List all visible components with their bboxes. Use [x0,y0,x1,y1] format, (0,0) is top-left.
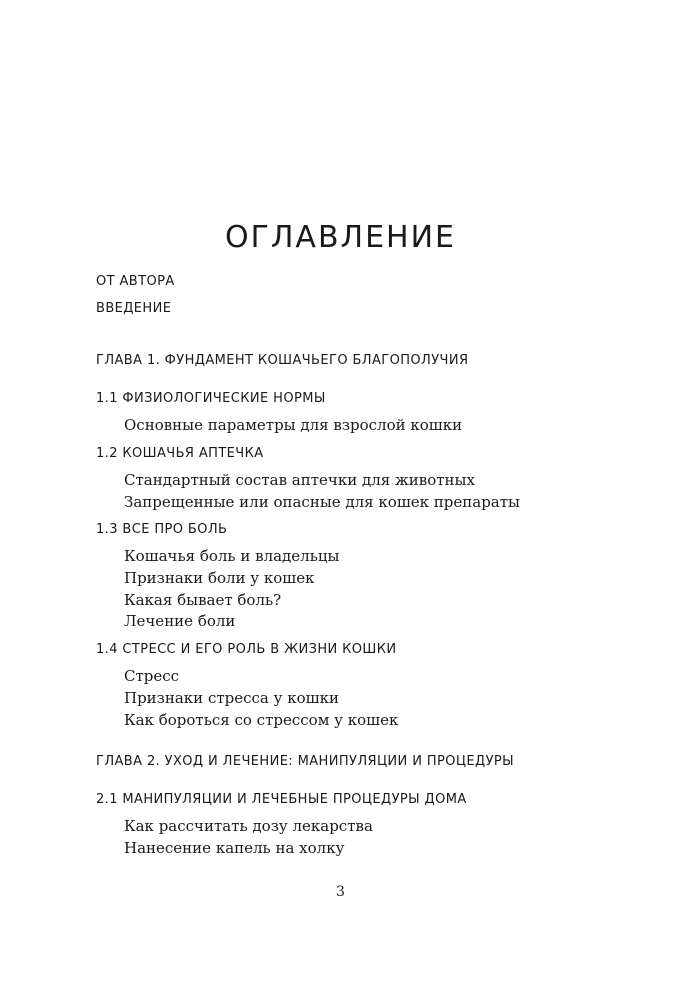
toc-section-1-1: 1.1 ФИЗИОЛОГИЧЕСКИЕ НОРМЫ [96,391,326,406]
toc-item: Стресс [124,667,180,685]
page-title: ОГЛАВЛЕНИЕ [224,220,457,255]
toc-item: Какая бывает боль? [124,591,282,609]
toc-item: Стандартный состав аптечки для животных [124,471,475,489]
toc-item: Запрещенные или опасные для кошек препараты [124,493,520,511]
toc-item: Основные параметры для взрослой кошки [124,416,463,434]
toc-chapter-2: ГЛАВА 2. УХОД И ЛЕЧЕНИЕ: МАНИПУЛЯЦИИ И ПРОЦЕДУРЫ [96,754,515,769]
toc-chapter-1: ГЛАВА 1. ФУНДАМЕНТ КОШАЧЬЕГО БЛАГОПОЛУЧИЯ [96,353,469,368]
toc-item: Лечение боли [124,612,236,630]
toc-section-1-4: 1.4 СТРЕСС И ЕГО РОЛЬ В ЖИЗНИ КОШКИ [96,642,397,657]
toc-item: Кошачья боль и владельцы [124,547,340,565]
toc-section-1-3: 1.3 ВСЕ ПРО БОЛЬ [96,522,228,537]
toc-entry-introduction: ВВЕДЕНИЕ [96,301,172,316]
toc-section-1-2: 1.2 КОШАЧЬЯ АПТЕЧКА [96,446,264,461]
page-number: 3 [336,884,345,900]
toc-item: Признаки стресса у кошки [124,689,339,707]
toc-item: Признаки боли у кошек [124,569,315,587]
toc-item: Нанесение капель на холку [124,839,345,857]
toc-item: Как бороться со стрессом у кошек [124,711,399,729]
toc-entry-from-author: ОТ АВТОРА [96,274,175,289]
toc-section-2-1: 2.1 МАНИПУЛЯЦИИ И ЛЕЧЕБНЫЕ ПРОЦЕДУРЫ ДОМА [96,792,467,807]
toc-item: Как рассчитать дозу лекарства [124,817,373,835]
